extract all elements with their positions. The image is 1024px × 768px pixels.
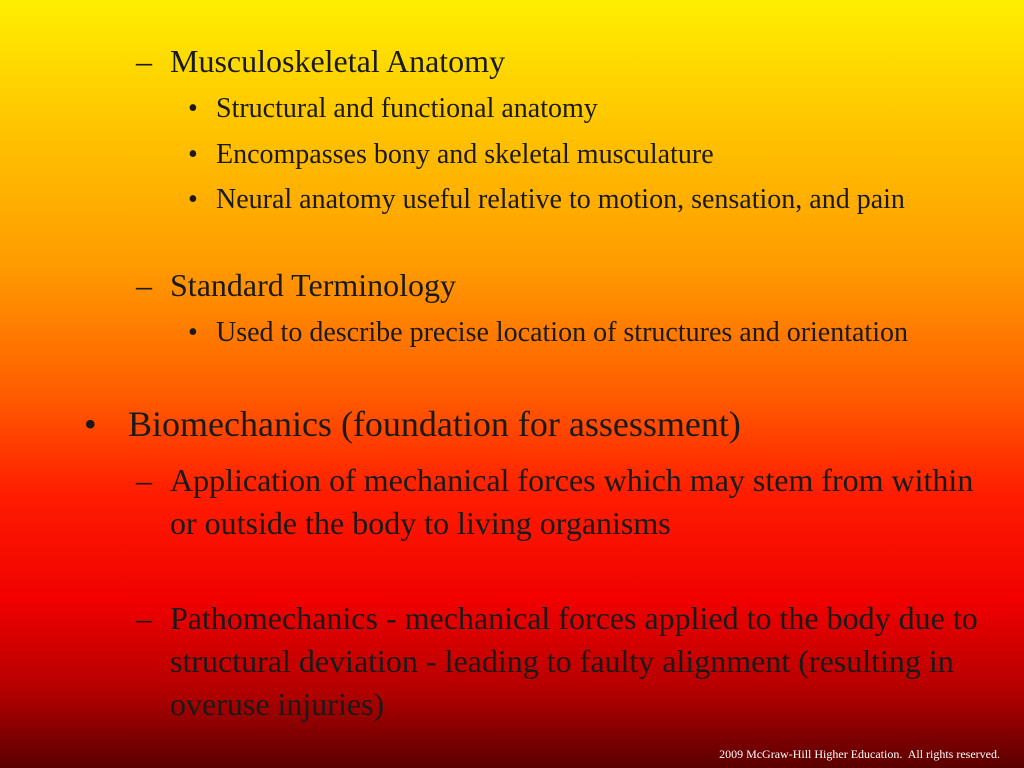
- subpoint-pathomechanics: [136, 597, 996, 726]
- main-point-biomechanics: [84, 401, 1004, 447]
- subpoint-text: Musculoskeletal Anatomy: [170, 43, 506, 79]
- subpoint-application-forces: [136, 459, 996, 545]
- bullet-marker: •: [188, 317, 198, 348]
- bullet-text: Structural and functional anatomy: [216, 93, 598, 124]
- dash-marker: –: [136, 267, 152, 303]
- subpoint-musculoskeletal-anatomy: [136, 40, 996, 83]
- bullet-marker: •: [84, 404, 97, 444]
- bullet-precise-location: [188, 314, 998, 351]
- dash-marker: –: [136, 43, 152, 79]
- subpoint-text: Application of mechanical forces which may stem from within or outside the body to living organisms: [170, 462, 974, 541]
- dash-marker: –: [136, 462, 152, 498]
- bullet-marker: •: [188, 93, 198, 124]
- main-point-text: Biomechanics (foundation for assessment): [128, 404, 741, 444]
- subpoint-standard-terminology: [136, 264, 996, 307]
- bullet-text: Neural anatomy useful relative to motion, sensation, and pain: [216, 184, 905, 215]
- bullet-marker: •: [188, 139, 198, 170]
- bullet-marker: •: [188, 184, 198, 215]
- bullet-neural-anatomy: [188, 181, 998, 218]
- copyright-footer: 2009 McGraw-Hill Higher Education. All rights reserved.: [719, 747, 1000, 761]
- dash-marker: –: [136, 600, 152, 636]
- bullet-text: Used to describe precise location of structures and orientation: [216, 317, 908, 348]
- bullet-text: Encompasses bony and skeletal musculature: [216, 139, 714, 170]
- bullet-structural-functional: [188, 90, 998, 127]
- subpoint-text: Standard Terminology: [170, 267, 457, 303]
- bullet-encompasses-bony: [188, 136, 998, 173]
- subpoint-text: Pathomechanics - mechanical forces applied to the body due to structural deviation - leading to faulty alignment (resulting in overuse injuries): [170, 600, 978, 722]
